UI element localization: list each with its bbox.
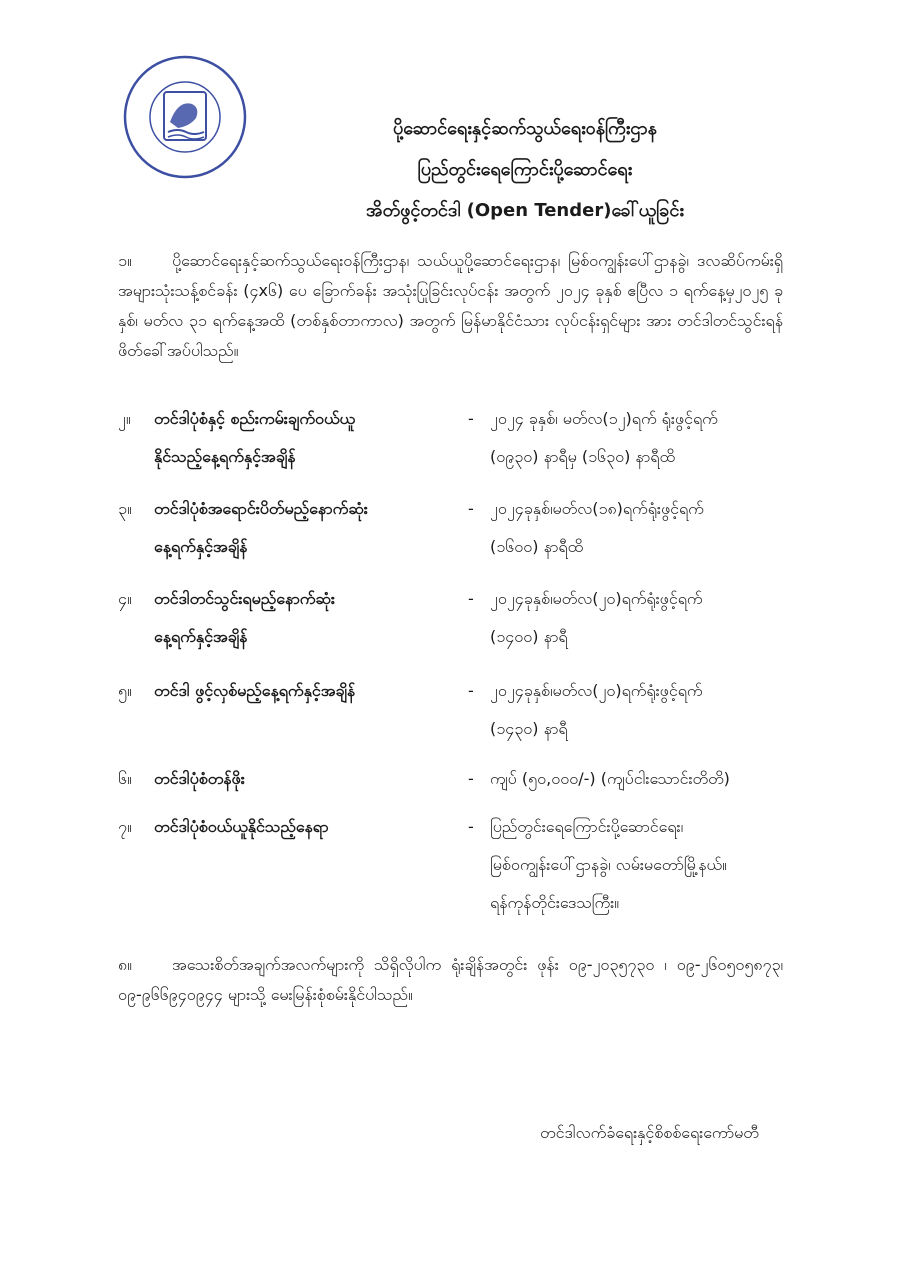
notice-header	[300, 118, 750, 241]
item-label: တင်ဒါပုံစံနှင့် စည်းကမ်းချက်ဝယ်ယူ နိုင်သည့်နေ့ရက်နှင့်အချိန်	[154, 409, 356, 466]
item-value: ၂၀၂၄ခုနှစ်၊မတ်လ(၁၈)ရက်ရုံးဖွင့်ရက် (၁၆၀၀) နာရီထိ	[490, 499, 704, 556]
committee-signature: တင်ဒါလက်ခံရေးနှင့်စိစစ်ရေးကော်မတီ	[540, 1123, 759, 1142]
item-number: ၂။	[118, 409, 131, 428]
item-value: ကျပ် (၅၀,၀၀၀/-) (ကျပ်ငါးသောင်းတိတိ)	[490, 769, 730, 788]
item-label: တင်ဒါ ဖွင့်လှစ်မည့်နေ့ရက်နှင့်အချိန်	[154, 681, 356, 700]
item-dash: -	[468, 499, 474, 518]
paragraph-1	[118, 246, 783, 366]
ministry-name: ပို့ဆောင်ရေးနှင့်ဆက်သွယ်ရေးဝန်ကြီးဌာန	[393, 118, 657, 139]
item-label: တင်ဒါပုံစံတန်ဖိုး	[154, 769, 245, 788]
item-number: ၄။	[118, 589, 132, 608]
item-number: ၆။	[118, 769, 132, 788]
item-number: ၇။	[118, 817, 132, 836]
notice-title: အိတ်ဖွင့်တင်ဒါ (Open Tender)ခေါ်ယူခြင်း	[366, 200, 684, 221]
item-number: ၃။	[118, 499, 132, 518]
department-seal	[120, 52, 250, 182]
item-label: တင်ဒါပုံစံအရောင်းပိတ်မည့်နောက်ဆုံး နေ့ရက်နှင့်အချိန်	[154, 499, 368, 556]
item-label: တင်ဒါတင်သွင်းရမည့်နောက်ဆုံး နေ့ရက်နှင့်အချိန်	[154, 589, 335, 646]
item-dash: -	[468, 769, 474, 788]
item-value: ပြည်တွင်းရေကြောင်းပို့ဆောင်ရေး၊ မြစ်ဝကျွန်းပေါ်ဌာနခွဲ၊ လမ်းမတော်မြို့နယ်။ ရန်ကုန်တိုင်းဒေသကြီး။	[490, 817, 727, 912]
item-label: တင်ဒါပုံစံဝယ်ယူနိုင်သည့်နေရာ	[154, 817, 329, 836]
item-value: ၂၀၂၄ ခုနှစ်၊ မတ်လ(၁၂)ရက် ရုံးဖွင့်ရက် (၀၉၃၀) နာရီမှ (၁၆၃၀) နာရီထိ	[490, 409, 718, 466]
paragraph-8	[118, 950, 783, 1010]
item-dash: -	[468, 589, 474, 608]
paragraph-number: ၈။	[118, 955, 132, 974]
item-dash: -	[468, 817, 474, 836]
item-value: ၂၀၂၄ခုနှစ်၊မတ်လ(၂၀)ရက်ရုံးဖွင့်ရက် (၁၄၀၀) နာရီ	[490, 589, 703, 646]
department-name: ပြည်တွင်းရေကြောင်းပို့ဆောင်ရေး	[417, 159, 633, 180]
item-dash: -	[468, 681, 474, 700]
item-value: ၂၀၂၄ခုနှစ်၊မတ်လ(၂၀)ရက်ရုံးဖွင့်ရက် (၁၄၃၀) နာရီ	[490, 681, 703, 738]
item-dash: -	[468, 409, 474, 428]
paragraph-number: ၁။	[118, 251, 132, 270]
item-number: ၅။	[118, 681, 132, 700]
paragraph-text: ပို့ဆောင်ရေးနှင့်ဆက်သွယ်ရေးဝန်ကြီးဌာန၊ သယ်ယူပို့ဆောင်ရေးဌာန၊ မြစ်ဝကျွန်းပေါ်ဌာနခွဲ၊ ဒလဆိပ်ကမ်းရှိ အများသုံးသန့်စင်ခန်း (၄x၆) ပေ ခြောက်ခန်း အသုံးပြုခြင်းလုပ်ငန်း အတွက် ၂၀၂၄ ခုနှစ် ဧပြီလ ၁ ရက်နေ့မှ၂၀၂၅ ခုနှစ်၊ မတ်လ ၃၁ ရက်နေ့အထိ (တစ်နှစ်တာကာလ) အတွက် မြန်မာနိုင်ငံသား လုပ်ငန်းရှင်များ အား တင်ဒါတင်သွင်းရန်ဖိတ်ခေါ်အပ်ပါသည်။	[118, 251, 783, 360]
paragraph-text: အသေးစိတ်အချက်အလက်များကို သိရှိလိုပါက ရုံးချိန်အတွင်း ဖုန်း ၀၉-၂၀၃၅၇၃၀ ၊ ၀၉-၂၆၀၅၀၅၈၇၃၊ ၀၉-၉၆၆၉၄၀၉၄၄ များသို့ မေးမြန်းစုံစမ်းနိုင်ပါသည်။	[118, 955, 783, 1004]
